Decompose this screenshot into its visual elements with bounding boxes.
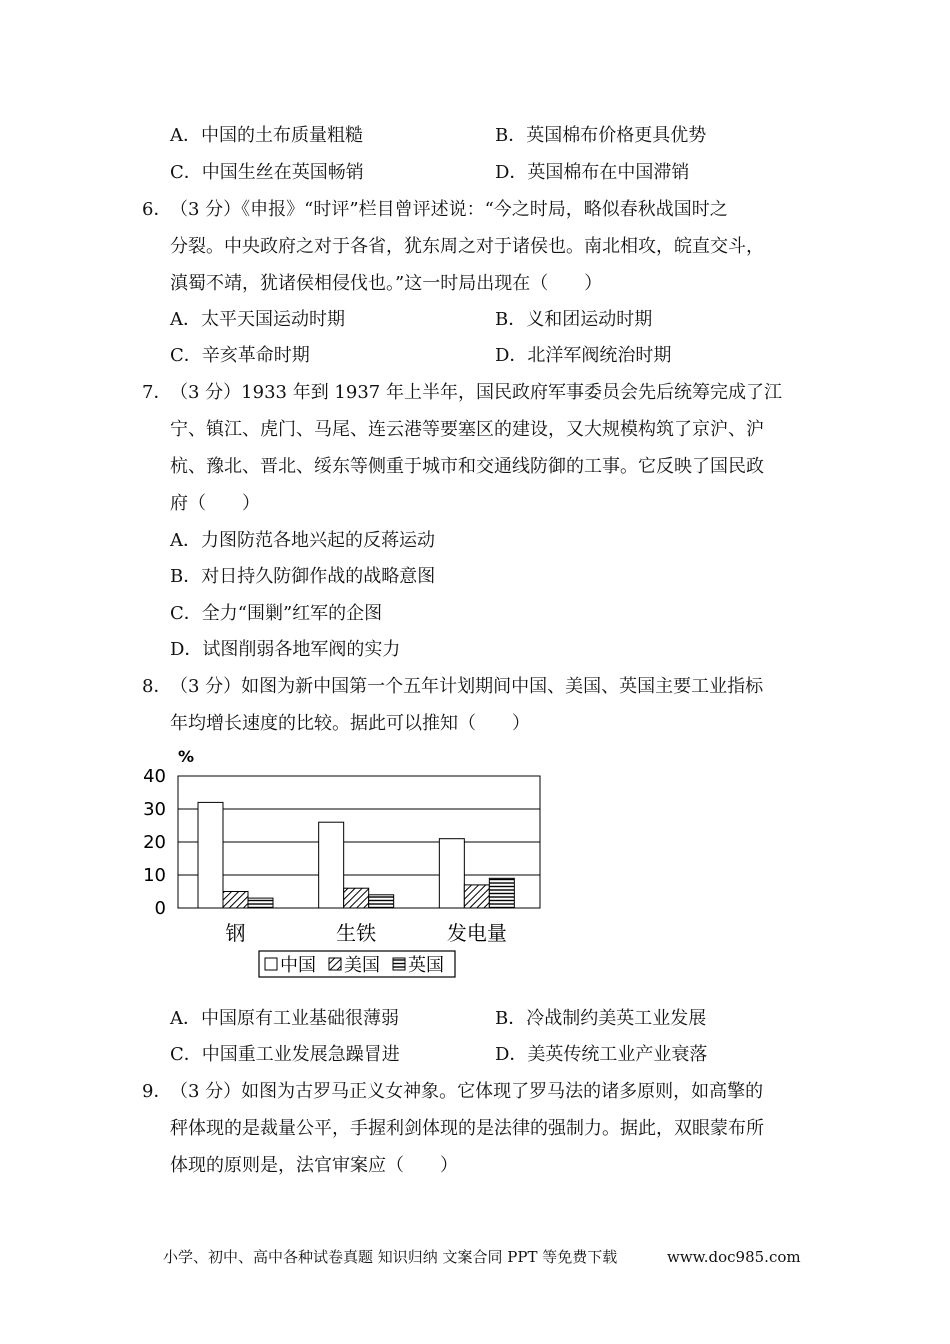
legend-label-美国: 美国 <box>344 955 380 976</box>
q7-option-b: B．对日持久防御作战的战略意图 <box>170 566 436 587</box>
q8-option-c: C．中国重工业发展急躁冒进 <box>170 1044 400 1065</box>
legend-swatch-中国 <box>265 958 277 970</box>
legend-swatch-英国 <box>393 958 405 970</box>
q8-stem-line1: （3 分）如图为新中国第一个五年计划期间中国、美国、英国主要工业指标 <box>170 676 764 697</box>
q5-option-a: A．中国的土布质量粗糙 <box>170 125 363 146</box>
bar-中国-生铁 <box>319 822 344 908</box>
q7-number: 7． <box>142 382 172 403</box>
q9-stem-line1: （3 分）如图为古罗马正义女神象。它体现了罗马法的诸多原则，如高擎的 <box>170 1081 764 1102</box>
legend-label-中国: 中国 <box>280 955 316 976</box>
q6-option-d: D．北洋军阀统治时期 <box>495 345 672 366</box>
bar-美国-钢 <box>223 892 248 909</box>
q6-stem-line3: 滇蜀不靖，犹诸侯相侵伐也。”这一时局出现在（ ） <box>170 273 603 294</box>
bar-美国-发电量 <box>464 885 489 908</box>
q7-option-c: C．全力“围剿”红军的企图 <box>170 603 383 624</box>
y-tick-label-0: 0 <box>154 898 166 919</box>
x-category-label: 钢 <box>225 921 246 945</box>
q6-stem-line1: （3 分）《申报》“时评”栏目曾评述说：“今之时局，略似春秋战国时之 <box>170 199 728 220</box>
x-category-label: 生铁 <box>336 921 377 945</box>
q5-option-b: B．英国棉布价格更具优势 <box>495 125 707 146</box>
q8-option-d: D．美英传统工业产业衰落 <box>495 1044 708 1065</box>
q6-option-c: C．辛亥革命时期 <box>170 345 310 366</box>
legend-swatch-美国 <box>329 958 341 970</box>
q6-option-a: A．太平天国运动时期 <box>170 309 345 330</box>
industry-growth-chart <box>140 742 560 982</box>
bar-英国-生铁 <box>369 895 394 908</box>
q9-stem-line2: 秤体现的是裁量公平，手握利剑体现的是法律的强制力。据此，双眼蒙布所 <box>170 1118 764 1139</box>
q6-stem-line2: 分裂。中央政府之对于各省，犹东周之对于诸侯也。南北相攻，皖直交斗， <box>170 236 764 257</box>
q5-option-c: C．中国生丝在英国畅销 <box>170 162 364 183</box>
q8-option-b: B．冷战制约美英工业发展 <box>495 1008 707 1029</box>
q9-number: 9． <box>142 1081 172 1102</box>
bar-英国-钢 <box>248 898 273 908</box>
q7-option-d: D．试图削弱各地军阀的实力 <box>170 639 401 660</box>
bar-英国-发电量 <box>489 878 514 908</box>
bar-中国-发电量 <box>439 839 464 908</box>
y-tick-label-20: 20 <box>143 832 166 853</box>
q7-option-a: A．力图防范各地兴起的反蒋运动 <box>170 530 435 551</box>
footer-slogan: 小学、初中、高中各种试卷真题 知识归纳 文案合同 PPT 等免费下载 <box>163 1248 618 1266</box>
q5-option-d: D．英国棉布在中国滞销 <box>495 162 690 183</box>
q7-stem-line1: （3 分）1933 年到 1937 年上半年，国民政府军事委员会先后统筹完成了江 <box>170 382 782 403</box>
y-tick-label-10: 10 <box>143 865 166 886</box>
q9-stem-line3: 体现的原则是，法官审案应（ ） <box>170 1155 458 1176</box>
q6-number: 6． <box>142 199 172 220</box>
y-axis-unit-label: % <box>178 747 195 766</box>
q6-option-b: B．义和团运动时期 <box>495 309 653 330</box>
q7-stem-line3: 杭、豫北、晋北、绥东等侧重于城市和交通线防御的工事。它反映了国民政 <box>170 456 764 477</box>
footer-site-link[interactable]: www.doc985.com <box>667 1248 801 1266</box>
q7-stem-line2: 宁、镇江、虎门、马尾、连云港等要塞区的建设，又大规模构筑了京沪、沪 <box>170 419 764 440</box>
q8-option-a: A．中国原有工业基础很薄弱 <box>170 1008 399 1029</box>
bar-中国-钢 <box>198 802 223 908</box>
q8-stem-line2: 年均增长速度的比较。据此可以推知（ ） <box>170 713 530 734</box>
q8-number: 8． <box>142 676 172 697</box>
legend-label-英国: 英国 <box>408 955 444 976</box>
x-category-label: 发电量 <box>446 921 507 945</box>
q7-stem-line4: 府（ ） <box>170 493 260 514</box>
bar-美国-生铁 <box>344 888 369 908</box>
y-tick-label-40: 40 <box>143 766 166 787</box>
chart-svg <box>140 742 560 982</box>
y-tick-label-30: 30 <box>143 799 166 820</box>
